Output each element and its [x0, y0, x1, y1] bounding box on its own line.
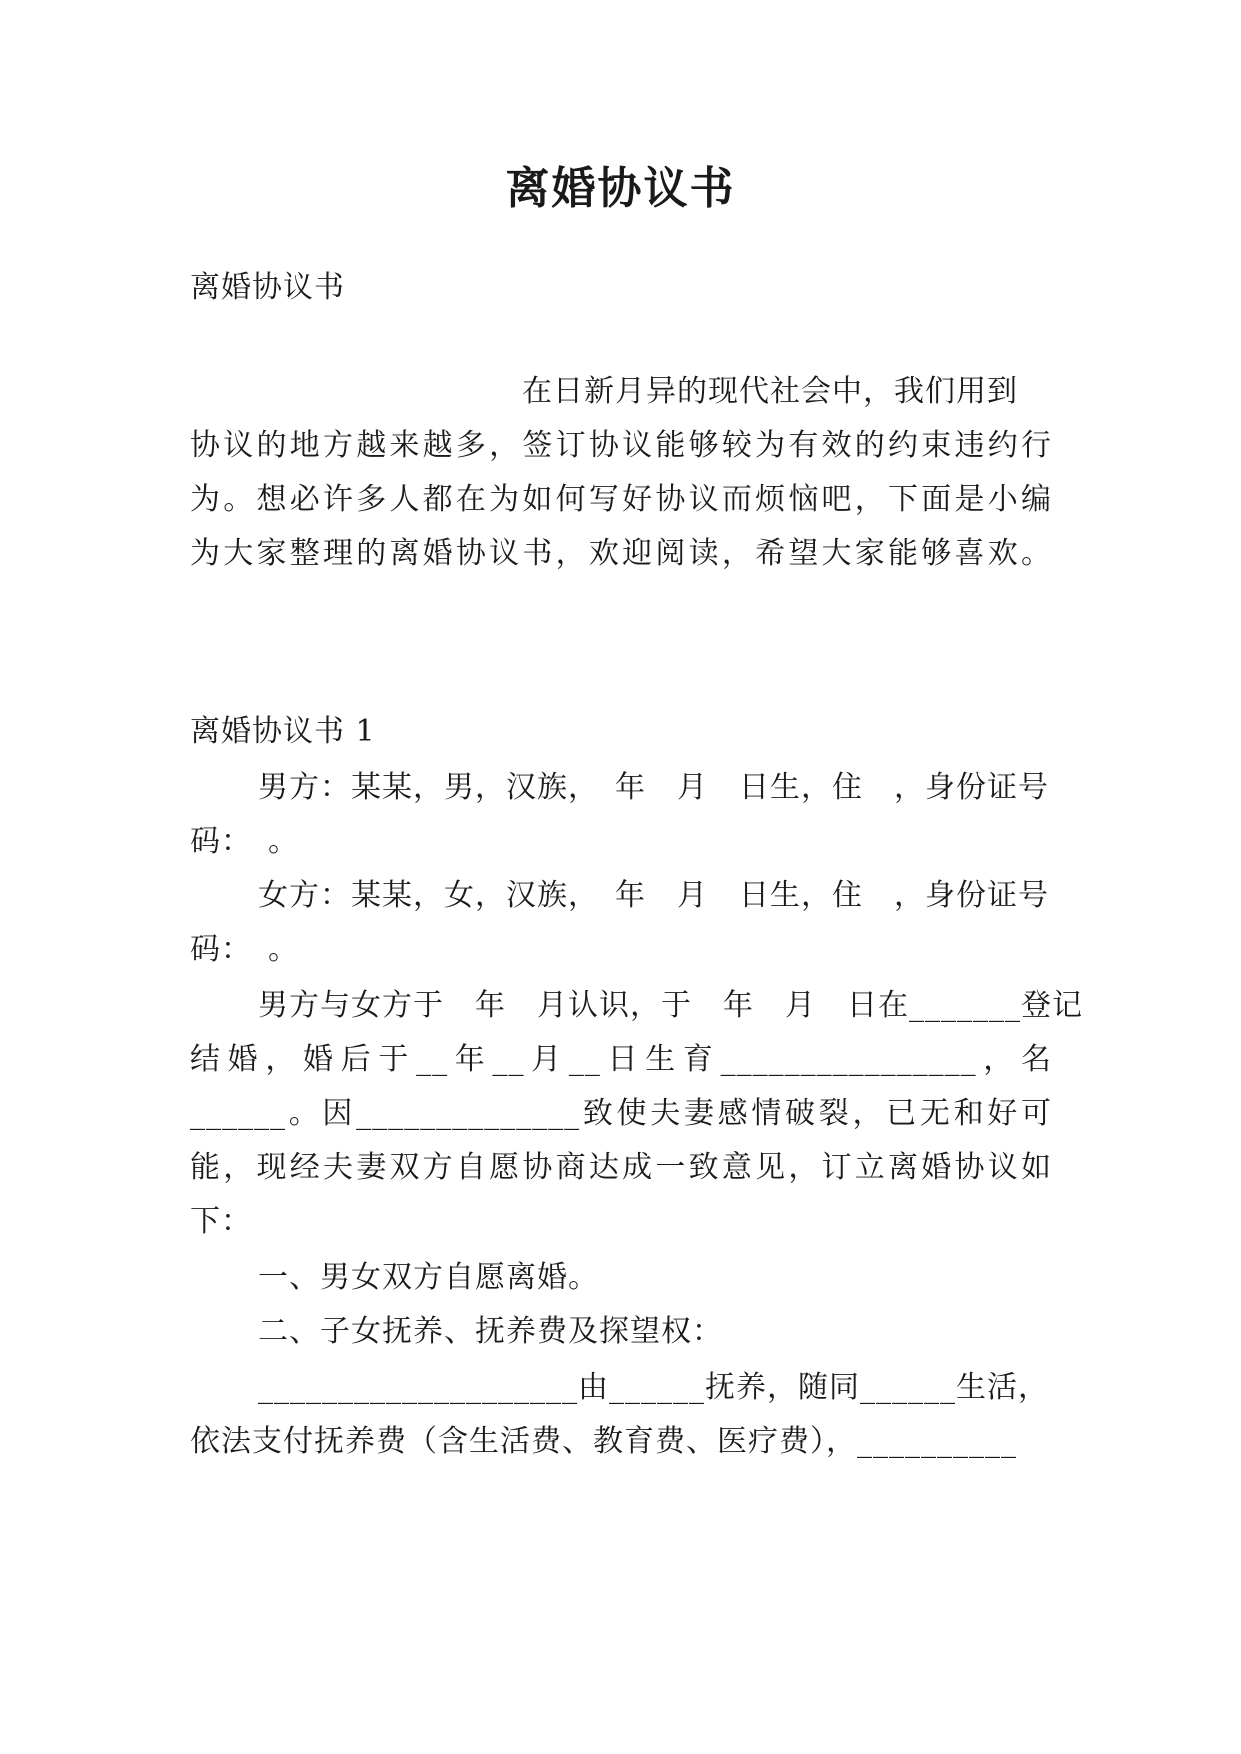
- clause-2-line-2: 依法支付抚养费（含生活费、教育费、医疗费），__________: [190, 1424, 1017, 1459]
- document-subtitle: 离婚协议书: [190, 270, 345, 305]
- intro-line-2: 协议的地方越来越多，签订协议能够较为有效的约束违约行: [190, 428, 1052, 463]
- body-line-female-party: 女方：某某，女，汉族， 年 月 日生，住 ，身份证号: [258, 878, 1049, 913]
- body-line-marriage-2: 结婚，婚后于__年__月__日生育________________，名: [190, 1042, 1052, 1077]
- body-line-male-id: 码： 。: [190, 824, 299, 859]
- body-line-marriage-4: 能，现经夫妻双方自愿协商达成一致意见，订立离婚协议如: [190, 1150, 1052, 1185]
- intro-line-1: 在日新月异的现代社会中，我们用到: [522, 374, 1018, 409]
- clause-1: 一、男女双方自愿离婚。: [258, 1260, 599, 1295]
- body-line-female-id: 码： 。: [190, 932, 299, 967]
- section-heading: 离婚协议书 1: [190, 714, 376, 749]
- clause-2-line-1: ____________________由______抚养，随同______生活，: [258, 1370, 1049, 1405]
- body-line-male-party: 男方：某某，男，汉族， 年 月 日生，住 ，身份证号: [258, 770, 1049, 805]
- body-line-marriage-3: ______。因______________致使夫妻感情破裂，已无和好可: [190, 1096, 1052, 1131]
- document-title: 离婚协议书: [505, 163, 736, 214]
- body-line-marriage-1: 男方与女方于 年 月认识，于 年 月 日在_______登记: [258, 988, 1083, 1023]
- intro-line-4: 为大家整理的离婚协议书，欢迎阅读，希望大家能够喜欢。: [190, 536, 1052, 571]
- body-line-marriage-5: 下：: [190, 1204, 252, 1239]
- intro-line-3: 为。想必许多人都在为如何写好协议而烦恼吧，下面是小编: [190, 482, 1052, 517]
- clause-2-heading: 二、子女抚养、抚养费及探望权：: [258, 1314, 723, 1349]
